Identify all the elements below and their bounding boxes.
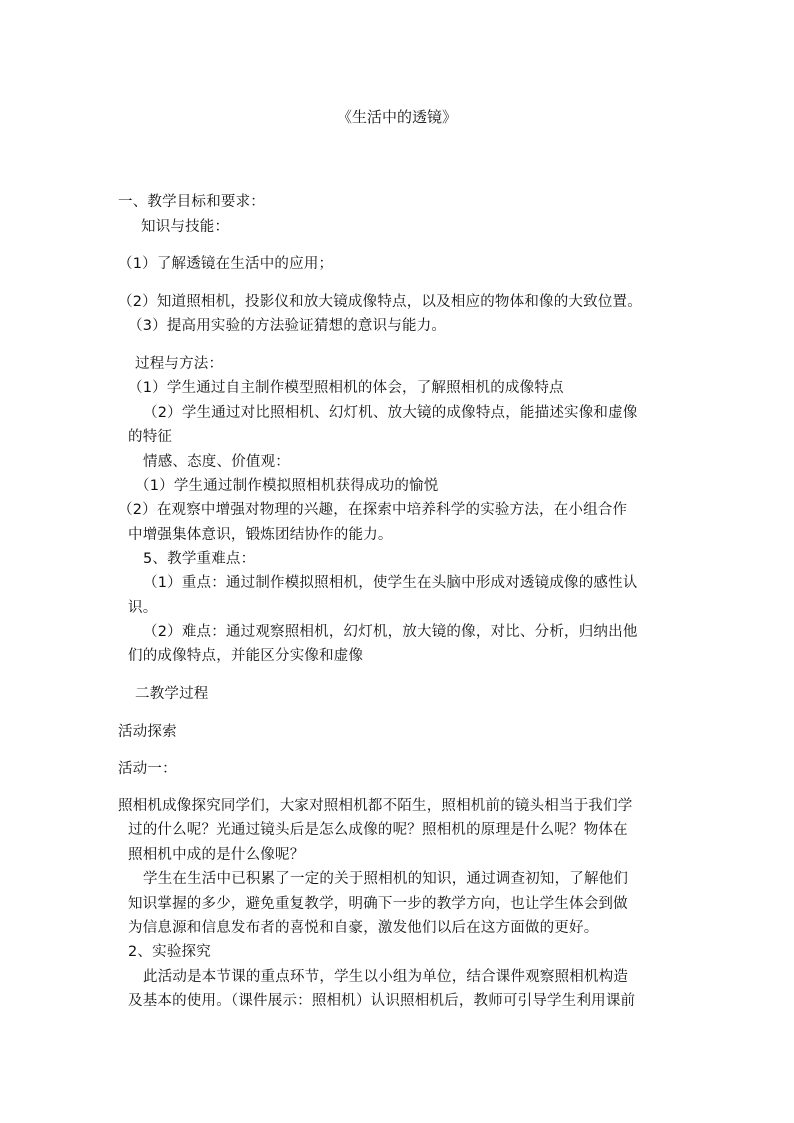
document-title: 《生活中的透镜》: [336, 108, 457, 126]
subheading-knowledge-skills: 知识与技能：: [141, 219, 230, 235]
paragraph-line: 照相机成像探究同学们，大家对照相机都不陌生，照相机前的镜头相当于我们学: [118, 798, 633, 814]
subheading-key-difficult-points: 5、教学重难点：: [143, 551, 256, 567]
paragraph-line: 中增强集体意识，锻炼团结协作的能力。: [128, 527, 393, 543]
subheading-process-methods: 过程与方法：: [135, 356, 224, 372]
paragraph-line: 及基本的使用。（课件展示：照相机）认识照相机后，教师可引导学生利用课前: [128, 993, 636, 1009]
paragraph-line: （2）知道照相机，投影仪和放大镜成像特点，以及相应的物体和像的大致位置。: [118, 294, 642, 310]
paragraph-line: 识。: [128, 600, 158, 616]
paragraph-line: 过的什么呢？光通过镜头后是怎么成像的呢？照相机的原理是什么呢？物体在: [128, 822, 628, 838]
paragraph-line: （1）了解透镜在生活中的应用；: [118, 256, 334, 272]
paragraph-line: （2）在观察中增强对物理的兴趣，在探索中培养科学的实验方法，在小组合作: [118, 502, 628, 518]
paragraph-line: 为信息源和信息发布者的喜悦和自豪，激发他们以后在这方面做的更好。: [128, 920, 599, 936]
subheading-experiment: 2、实验探究: [128, 944, 211, 960]
paragraph-line: （1）重点：通过制作模拟照相机，使学生在头脑中形成对透镜成像的感性认: [143, 575, 638, 591]
section-heading-objectives: 一、教学目标和要求：: [118, 194, 265, 210]
paragraph-line: 照相机中成的是什么像呢？: [128, 847, 305, 863]
paragraph-line: 知识掌握的多少，避免重复教学，明确下一步的教学方向，也让学生体会到做: [128, 896, 628, 912]
paragraph-line: 的特征: [128, 429, 173, 445]
paragraph-line: （2）学生通过对比照相机、幻灯机、放大镜的成像特点，能描述实像和虚像: [143, 405, 638, 421]
paragraph-line: （1）学生通过制作模拟照相机获得成功的愉悦: [135, 478, 439, 494]
paragraph-line: 学生在生活中已积累了一定的关于照相机的知识，通过调查初知，了解他们: [143, 871, 629, 887]
paragraph-line: （3）提高用实验的方法验证猜想的意识与能力。: [128, 318, 447, 334]
section-heading-teaching-process: 二教学过程: [135, 686, 209, 702]
subheading-activity-exploration: 活动探索: [118, 724, 177, 740]
subheading-activity-one: 活动一：: [118, 761, 177, 777]
subheading-emotion-values: 情感、态度、价值观：: [143, 454, 290, 470]
paragraph-line: （2）难点：通过观察照相机，幻灯机，放大镜的像，对比、分析，归纳出他: [143, 624, 638, 640]
paragraph-line: （1）学生通过自主制作模型照相机的体会，了解照相机的成像特点: [128, 380, 564, 396]
paragraph-line: 此活动是本节课的重点环节，学生以小组为单位，结合课件观察照相机构造: [143, 969, 629, 985]
paragraph-line: 们的成像特点，并能区分实像和虚像: [128, 648, 364, 664]
